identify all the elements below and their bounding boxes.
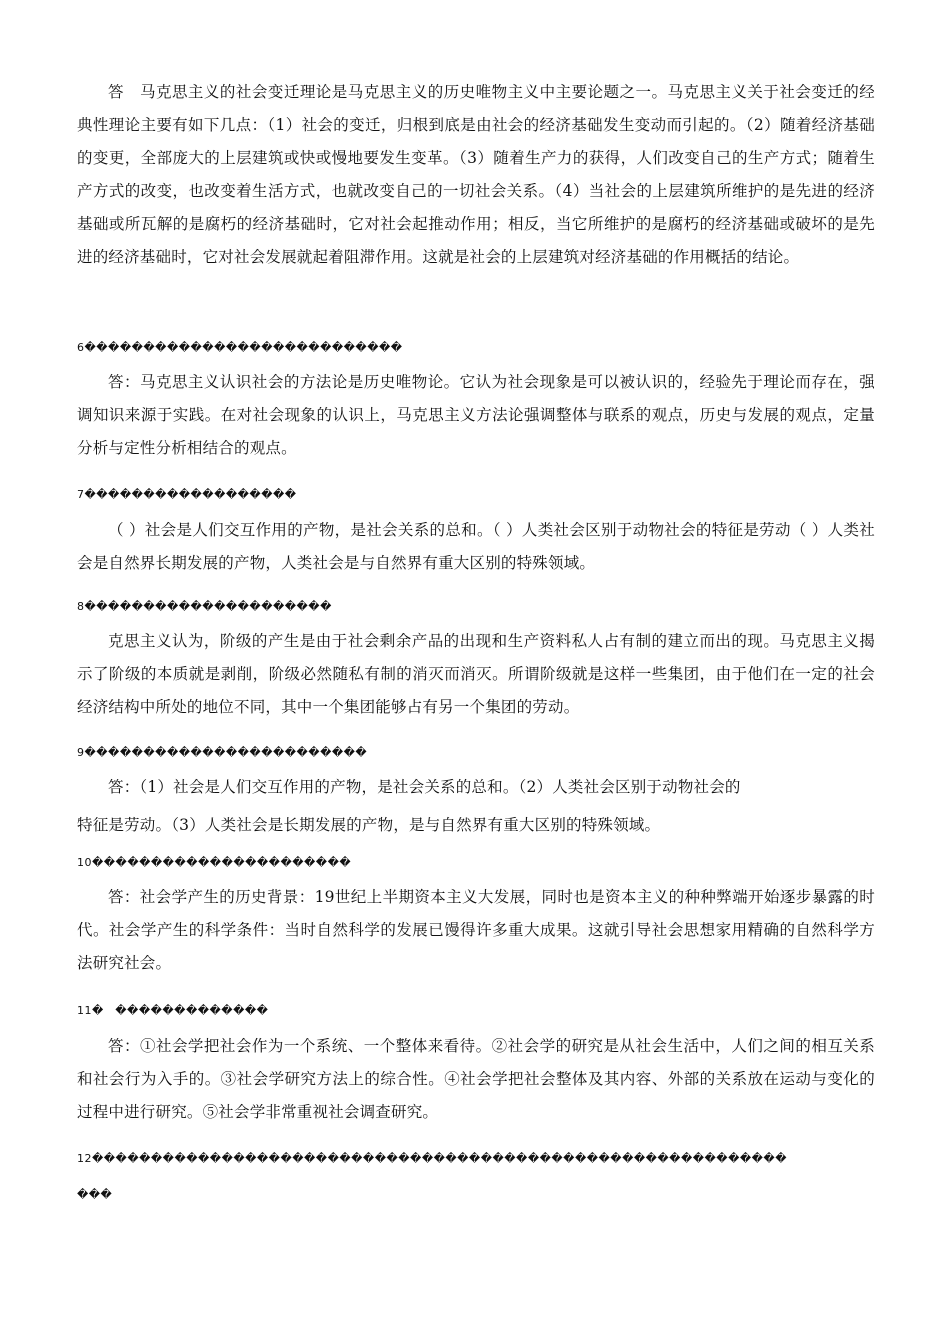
- answer-paragraph-6: 答：马克思主义认识社会的方法论是历史唯物论。它认为社会现象是可以被认识的，经验先于理论而存在，强调知识来源于实践。在对社会现象的认识上，马克思主义方法论强调整体与联系的观点，历史与发展的观点，定量分析与定性分析相结合的观点。: [77, 373, 875, 457]
- answer-paragraph-11: 答：①社会学把社会作为一个系统、一个整体来看待。②社会学的研究是从社会生活中，人们之间的相互关系和社会行为入手的。③社会学研究方法上的综合性。④社会学把社会整体及其内容、外部的关系放在运动与变化的过程中进行研究。⑤社会学非常重视社会调查研究。: [77, 1037, 875, 1121]
- question-heading-11: 11� �������������: [77, 1004, 269, 1017]
- answer-paragraph-5: 答 马克思主义的社会变迁理论是马克思主义的历史唯物主义中主要论题之一。马克思主义关于社会变迁的经典性理论主要有如下几点：（1）社会的变迁，归根到底是由社会的经济基础发生变动而引起的。（2）随着经济基础的变更，全部庞大的上层建筑或快或慢地要发生变革。（3）随着生产力的获得，人们改变自己的生产方式；随着生产方式的改变，也改变着生活方式，也就改变自己的一切社会关系。（4）当社会的上层建筑所维护的是先进的经济基础或所瓦解的是腐朽的经济基础时，它对社会起推动作用；相反，当它所维护的是腐朽的经济基础或破坏的是先进的经济基础时，它对社会发展就起着阻滞作用。这就是社会的上层建筑对经济基础的作用概括的结论。: [77, 83, 875, 266]
- answer-paragraph-7: （ ）社会是人们交互作用的产物，是社会关系的总和。（ ）人类社会区别于动物社会的特征是劳动（ ）人类社会是自然界长期发展的产物，人类社会是与自然界有重大区别的特殊领域。: [77, 521, 875, 572]
- question-heading-9: 9������������������������: [77, 746, 368, 759]
- answer-paragraph-9-line-2: 特征是劳动。（3）人类社会是长期发展的产物，是与自然界有重大区别的特殊领域。: [77, 816, 661, 834]
- question-heading-12-continued: ���: [77, 1188, 113, 1201]
- answer-paragraph-10: 答：社会学产生的历史背景：19世纪上半期资本主义大发展，同时也是资本主义的种种弊端开始逐步暴露的时代。社会学产生的科学条件：当时自然科学的发展已馒得许多重大成果。这就引导社会思想家用精确的自然科学方法研究社会。: [77, 888, 875, 972]
- question-heading-8: 8���������������������: [77, 600, 332, 613]
- question-heading-10: 10����������������������: [77, 856, 352, 869]
- question-heading-7: 7������������������: [77, 488, 297, 501]
- question-heading-6: 6���������������������������: [77, 341, 403, 354]
- answer-paragraph-9-line-1: 答：（1）社会是人们交互作用的产物，是社会关系的总和。（2）人类社会区别于动物社会的: [108, 778, 741, 796]
- answer-paragraph-8: 克思主义认为，阶级的产生是由于社会剩余产品的出现和生产资料私人占有制的建立而出的现。马克思主义揭示了阶级的本质就是剥削，阶级必然随私有制的消灭而消灭。所谓阶级就是这样一些集团，由于他们在一定的社会经济结构中所处的地位不同，其中一个集团能够占有另一个集团的劳动。: [77, 632, 875, 716]
- question-heading-12: 12�����������������������������������������������������������: [77, 1152, 787, 1165]
